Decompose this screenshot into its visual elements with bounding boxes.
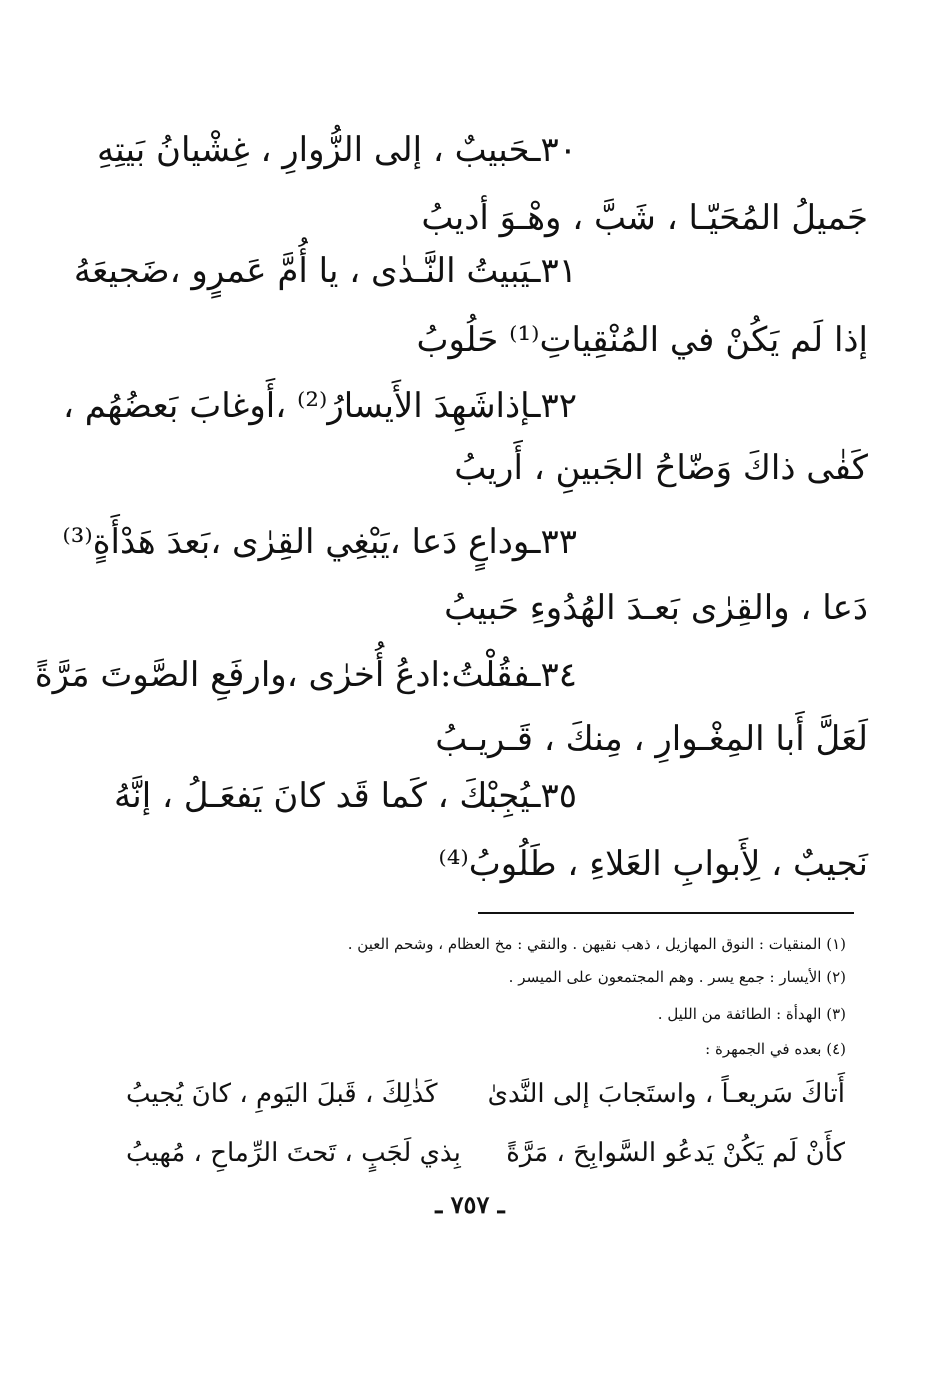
- verse-30-first-hemistich: ٣٠ـحَبيبٌ ، إلى الزُّوارِ ، غِشْيانُ بَيتِهِ: [96, 130, 577, 170]
- footnote-4: (٤) بعده في الجمهرة :: [705, 1040, 846, 1058]
- verse-35-second-hemistich: نَجيبٌ ، لِأَبوابِ العَلاءِ ، طَلُوبُ⁽⁴⁾: [438, 844, 868, 884]
- verse-33-first-hemistich: ٣٣ـوداعٍ دَعا ،يَبْغِي القِرٰى ،بَعدَ هَدْأَةٍ⁽³⁾: [62, 522, 577, 562]
- footnote-2: (٢) الأيسار : جمع يسر . وهم المجتمعون على الميسر .: [508, 968, 846, 986]
- appended-verse-1-first: أَتاكَ سَريعـاً ، واستَجابَ إلى النَّدىٰ: [487, 1079, 845, 1109]
- verse-31-first-hemistich: ٣١ـيَبيتُ النَّـدٰى ، يا أُمَّ عَمرٍو ،ضَجيعَهُ: [73, 251, 577, 291]
- verse-34-second-hemistich: لَعَلَّ أَبا المِغْـوارِ ، مِنكَ ، قَـريـبُ: [435, 719, 868, 759]
- footnote-1: (١) المنقيات : النوق المهازيل ، ذهب نقيهن . والنقي : مخ العظام ، وشحم العين .: [347, 935, 846, 953]
- appended-verse-2-first: كأَنْ لَم يَكُنْ يَدعُو السَّوابِحَ ، مَرَّةً: [506, 1138, 845, 1168]
- verse-33-second-hemistich: دَعا ، والقِرٰى بَعـدَ الهُدُوءِ حَبيبُ: [444, 588, 868, 628]
- footnote-divider: [478, 912, 854, 914]
- verse-32-second-hemistich: كَفٰى ذاكَ وَضّاحُ الجَبينِ ، أَريبُ: [454, 448, 868, 488]
- page-number: ـ ٧٥٧ ـ: [435, 1190, 505, 1219]
- verse-31-second-hemistich: إذا لَم يَكُنْ في المُنْقِياتِ⁽¹⁾ حَلُوبُ: [416, 320, 868, 360]
- appended-verse-2-second: بِذي لَجَبٍ ، تَحتَ الرِّماحِ ، مُهيبُ: [126, 1138, 461, 1168]
- appended-verse-1-second: كَذٰلِكَ ، قَبلَ اليَومِ ، كانَ يُجيبُ: [126, 1079, 438, 1109]
- verse-34-first-hemistich: ٣٤ـفقُلْتُ:ادعُ أُخرٰى ،وارفَعِ الصَّوتَ مَرَّةً: [34, 655, 577, 695]
- footnote-3: (٣) الهدأة : الطائفة من الليل .: [657, 1005, 846, 1023]
- verse-32-first-hemistich: ٣٢ـإذاشَهِدَ الأَيسارُ⁽²⁾ ،أَوغابَ بَعضُهُم ،: [62, 386, 577, 426]
- verse-35-first-hemistich: ٣٥ـيُجِبْكَ ، كَما قَد كانَ يَفعَـلُ ، إنَّهُ: [114, 776, 577, 816]
- verse-30-second-hemistich: جَميلُ المُحَيّـا ، شَبَّ ، وهْـوَ أديبُ: [421, 198, 868, 238]
